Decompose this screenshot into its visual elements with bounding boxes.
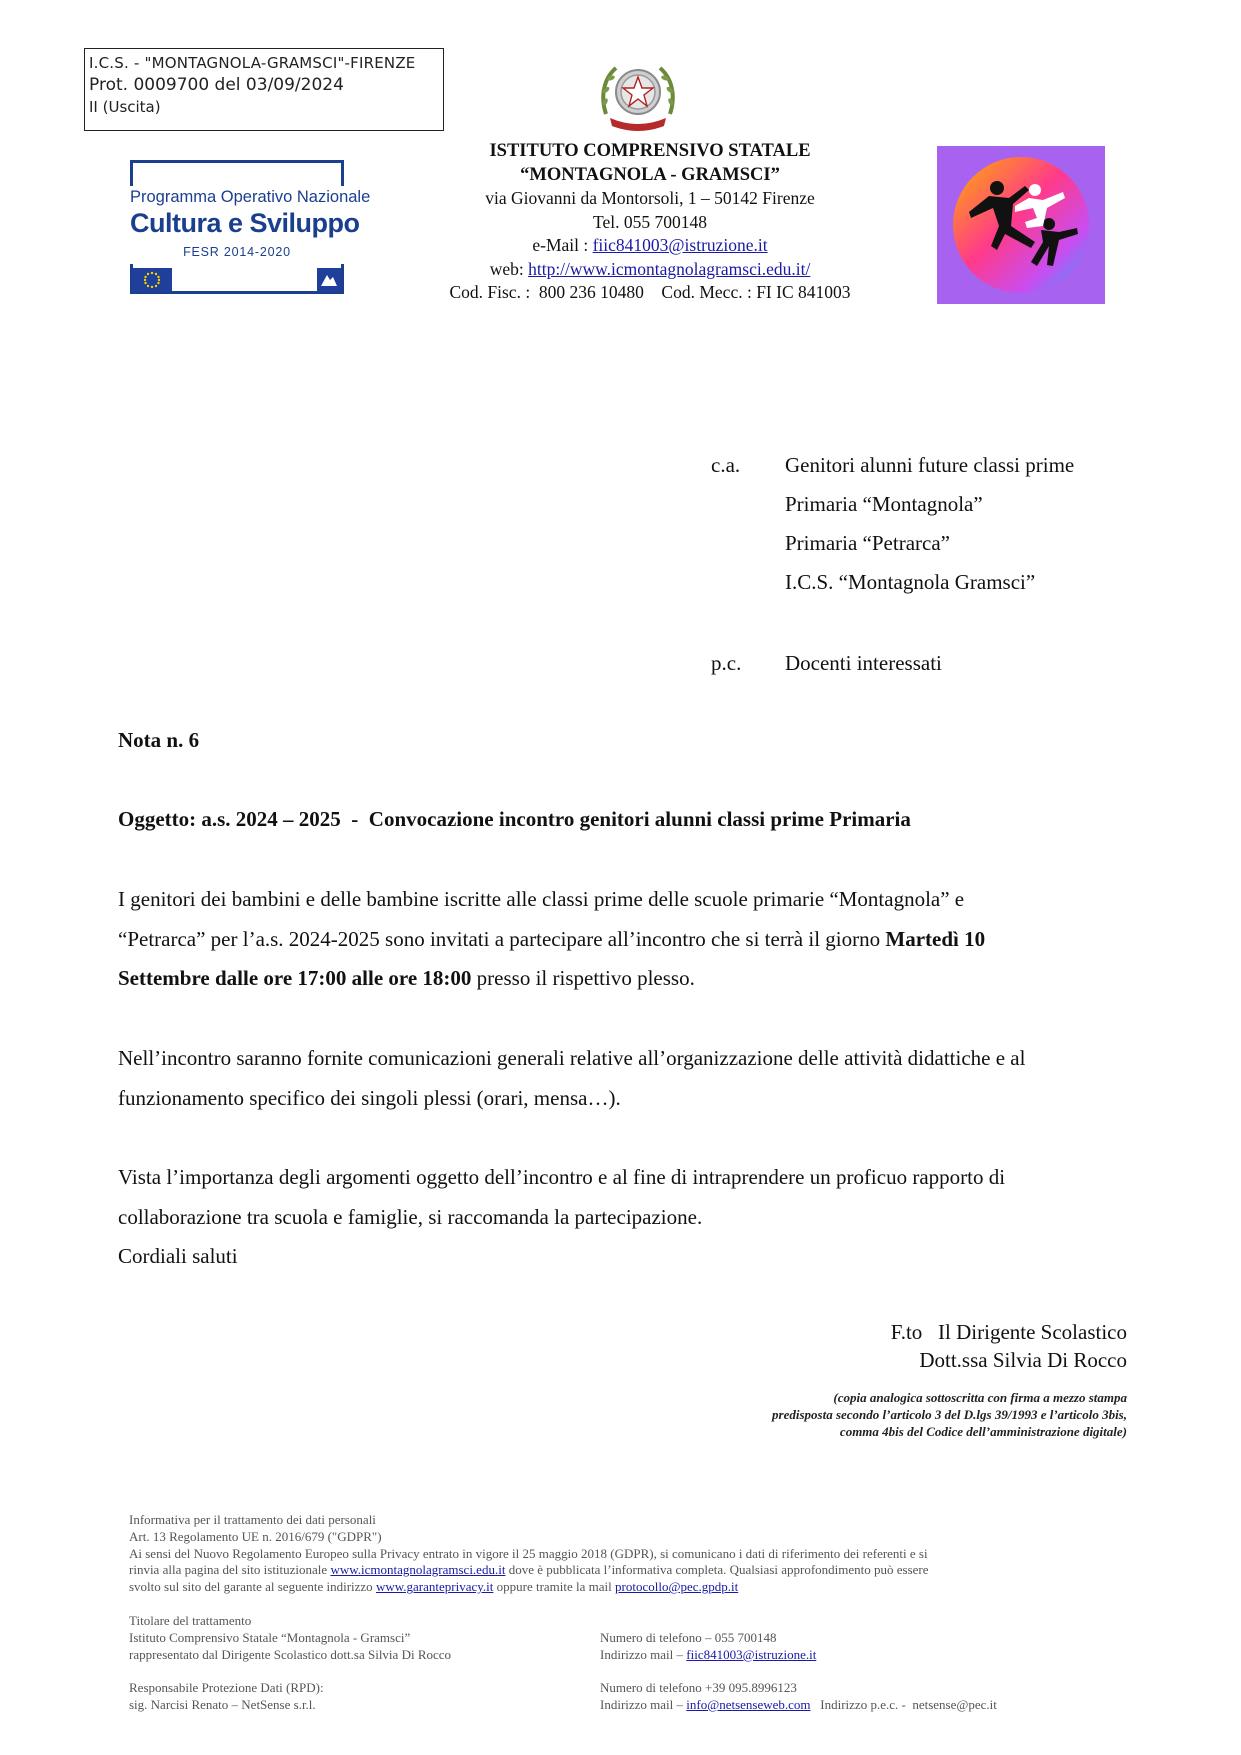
dpo-name: sig. Narcisi Renato – NetSense s.r.l. [129,1696,316,1712]
meeting-time: Settembre dalle ore 17:00 alle ore 18:00 [118,966,472,990]
email-label: Indirizzo mail – [600,1646,687,1662]
protocol-stamp [84,48,444,131]
protocol-direction: II (Uscita) [89,98,161,116]
school-address: via Giovanni da Montorsoli, 1 – 50142 Firenze [485,188,815,208]
body-line: collaborazione tra scuola e famiglie, si raccomanda la partecipazione. [118,1204,703,1229]
closing-greeting: Cordiali saluti [118,1244,238,1268]
signature-note-line: comma 4bis del Codice dell’amministrazione digitale) [839,1424,1127,1439]
signature-title: F.to Il Dirigente Scolastico [890,1320,1127,1344]
school-phone: Tel. 055 700148 [593,211,707,232]
republic-emblem-icon [596,56,680,134]
privacy-text-part: oppure tramite la mail [493,1579,616,1595]
dpo-email [600,1697,1100,1714]
body-paragraph-2 [118,1039,1128,1118]
signature-note [772,1389,1127,1440]
email-label: e-Mail : [532,235,589,255]
privacy-title: Informativa per il trattamento dei dati personali [129,1512,376,1527]
school-site-link[interactable]: www.icmontagnolagramsci.edu.it [330,1562,506,1578]
body-paragraph-3 [118,1158,1128,1277]
body-line [118,920,1128,960]
dpo-title: Responsabile Protezione Dati (RPD): [129,1680,324,1695]
body-text: “Petrarca” per l’a.s. 2024-2025 sono invitati a partecipare all’incontro che si terrà il giorno [118,926,886,951]
dpo-contacts [600,1680,1100,1714]
pon-logo [130,160,371,294]
data-controller-email-link[interactable]: fiic841003@istruzione.it [686,1646,817,1662]
privacy-text-part: rinvia alla pagina del sito istituzionale [129,1562,331,1578]
school-logo [937,146,1105,304]
dpo-info [129,1680,589,1714]
garante-email-link[interactable]: protocollo@pec.gpdp.it [615,1579,739,1595]
pon-logo-line1: Programma Operativo Nazionale [130,188,371,206]
pon-logo-line3: FESR 2014-2020 [183,245,291,259]
body-line: Nell’incontro saranno fornite comunicazioni generali relative all’organizzazione delle attività didattiche e al [118,1046,1026,1070]
recipient-pc-value: Docenti interessati [785,651,942,675]
eu-flag-icon [132,268,172,292]
pon-logo-line2: Cultura e Sviluppo [130,208,360,238]
privacy-text: Ai sensi del Nuovo Regolamento Europeo sulla Privacy entrato in vigore il 25 maggio 2018 (GDPR), si comunicano i dati di riferimento dei referenti e si [129,1545,928,1561]
protocol-institute: I.C.S. - "MONTAGNOLA-GRAMSCI"-FIRENZE [89,54,416,72]
school-email-link[interactable]: fiic841003@istruzione.it [592,235,768,255]
meeting-day: Martedì 10 [885,926,986,951]
recipient-line: I.C.S. “Montagnola Gramsci” [785,570,1036,594]
protocol-number: Prot. 0009700 del 03/09/2024 [89,75,344,95]
body-paragraph-1 [118,880,1128,999]
recipient-ca-label: c.a. [711,453,741,477]
school-web-row [390,258,910,282]
dpo-pec: Indirizzo p.e.c. - netsense@pec.it [810,1696,997,1712]
subject-line: Oggetto: a.s. 2024 – 2025 - Convocazione incontro genitori alunni classi prime Primaria [118,807,911,831]
body-text: presso il rispettivo plesso. [471,966,695,990]
privacy-text [129,1562,1089,1579]
note-number: Nota n. 6 [118,728,200,752]
school-codes: Cod. Fisc. : 800 236 10480 Cod. Mecc. : FI IC 841003 [449,282,851,302]
privacy-regulation: Art. 13 Regolamento UE n. 2016/679 ("GDPR") [129,1528,382,1544]
body-line: funzionamento specifico dei singoli plessi (orari, mensa…). [118,1085,621,1110]
dancers-logo-icon [937,146,1105,304]
email-label: Indirizzo mail – [600,1696,687,1712]
school-header [390,140,910,305]
recipient-line: Primaria “Petrarca” [785,531,950,555]
privacy-text [129,1579,1089,1596]
school-name: ISTITUTO COMPRENSIVO STATALE [489,141,811,161]
school-website-link[interactable]: http://www.icmontagnolagramsci.edu.it/ [528,258,811,279]
privacy-notice [129,1512,1089,1596]
recipient-pc-label: p.c. [711,651,742,675]
data-controller [129,1613,589,1663]
ministry-logo-icon [317,268,341,292]
body-line [118,959,1128,999]
web-label: web: [489,258,524,279]
data-controller-contacts [600,1630,1060,1664]
school-subname: “MONTAGNOLA - GRAMSCI” [520,164,780,185]
garante-link[interactable]: www.garanteprivacy.it [375,1579,494,1595]
signature-note-line: (copia analogica sottoscritta con firma a mezzo stampa [833,1390,1127,1405]
dpo-phone: Numero di telefono +39 095.8996123 [600,1680,797,1695]
data-controller-representative: rappresentato dal Dirigente Scolastico dott.sa Silvia Di Rocco [129,1646,452,1662]
privacy-text-part: dove è pubblicata l’informativa completa. Qualsiasi approfondimento può essere [505,1562,929,1578]
data-controller-name: Istituto Comprensivo Statale “Montagnola - Gramsci” [129,1629,411,1645]
recipient-line: Genitori alunni future classi prime [785,453,1075,477]
data-controller-email [600,1647,1060,1664]
body-line: I genitori dei bambini e delle bambine iscritte alle classi prime delle scuole primarie “Montagnola” e [118,887,965,911]
recipient-line: Primaria “Montagnola” [785,492,983,516]
signature-note-line: predisposta secondo l’articolo 3 del D.lgs 39/1993 e l’articolo 3bis, [772,1407,1127,1422]
body-line: Vista l’importanza degli argomenti oggetto dell’incontro e al fine di intraprendere un proficuo rapporto di [118,1165,1006,1189]
data-controller-title: Titolare del trattamento [129,1613,252,1628]
dpo-email-link[interactable]: info@netsenseweb.com [686,1696,811,1712]
signature-name: Dott.ssa Silvia Di Rocco [919,1348,1127,1372]
data-controller-phone: Numero di telefono – 055 700148 [600,1630,777,1645]
school-email-row [390,234,910,258]
privacy-text-part: svolto sul sito del garante al seguente indirizzo [129,1579,376,1595]
